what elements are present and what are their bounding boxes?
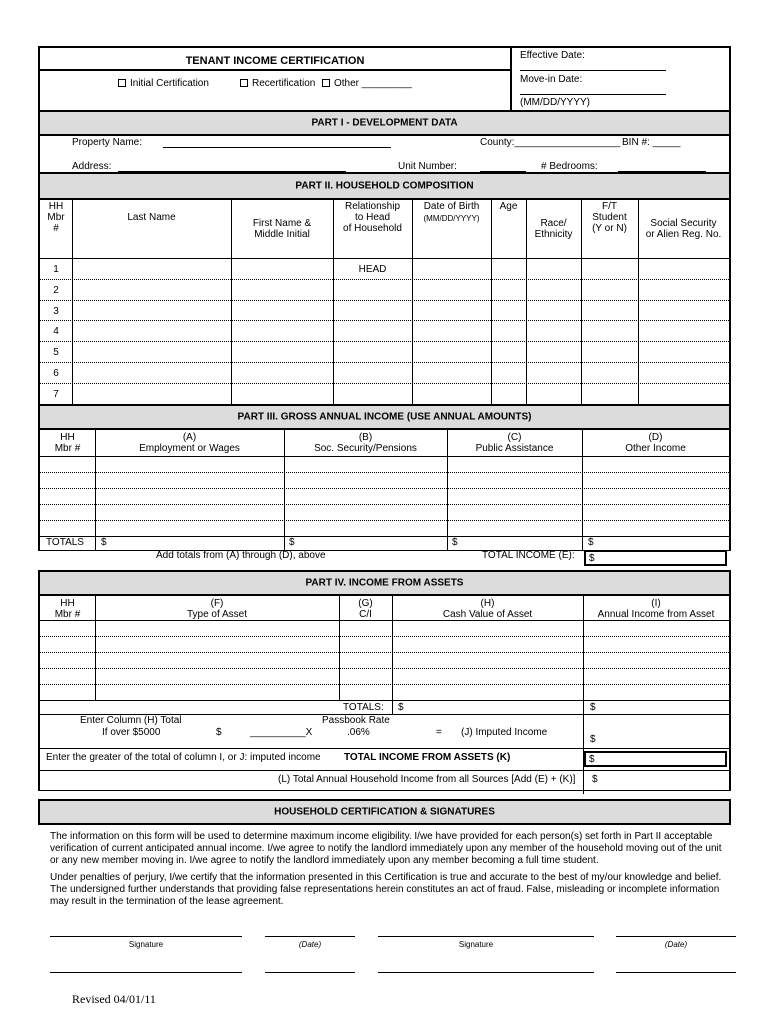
asset-row-cell[interactable] [95, 620, 339, 636]
household-row-cell[interactable] [491, 383, 526, 404]
part4-title: PART IV. INCOME FROM ASSETS [305, 577, 464, 589]
household-row-cell[interactable] [333, 300, 412, 321]
household-row-cell[interactable] [581, 279, 638, 300]
income-row-cell[interactable] [582, 504, 729, 520]
household-row-cell[interactable] [72, 258, 231, 279]
household-row-cell[interactable] [491, 362, 526, 383]
income-row-cell[interactable] [95, 488, 284, 504]
income-row-cell[interactable] [447, 472, 582, 488]
household-row-cell[interactable] [638, 362, 731, 383]
household-row-number: 2 [53, 284, 59, 296]
income-row-cell[interactable] [40, 520, 95, 536]
household-row-cell[interactable] [581, 258, 638, 279]
household-row-cell[interactable] [412, 383, 491, 404]
date-line-2[interactable] [616, 936, 736, 937]
total-assets-k-box[interactable] [584, 751, 727, 767]
household-row-number: 1 [53, 264, 59, 275]
household-row-cell[interactable] [526, 341, 581, 362]
income-row-cell[interactable] [447, 520, 582, 536]
p4-col-g: (G) C/I [358, 598, 373, 620]
asset-row-cell[interactable] [392, 652, 583, 668]
household-row-cell[interactable] [526, 320, 581, 341]
asset-row-cell[interactable] [95, 636, 339, 652]
income-row-cell[interactable] [40, 488, 95, 504]
household-row-cell[interactable] [638, 383, 731, 404]
total-household-label: (L) Total Annual Household Income from all Sources [Add (E) + (K)] [278, 774, 576, 785]
household-row-cell[interactable] [72, 383, 231, 404]
household-row-number: 5 [53, 347, 59, 359]
p3-row-rule [38, 536, 731, 537]
household-row-cell[interactable] [231, 320, 333, 341]
p3-col-c: (C) Public Assistance [475, 432, 554, 454]
household-row-cell[interactable] [231, 362, 333, 383]
address-label: Address: [72, 161, 112, 172]
household-row-cell[interactable] [526, 279, 581, 300]
asset-row-cell[interactable] [392, 620, 583, 636]
signature-line-3[interactable] [50, 972, 242, 973]
revised-date: Revised 04/01/11 [72, 992, 156, 1006]
p4-right-border [729, 596, 731, 790]
p4-l-bottom [38, 790, 731, 791]
p4-totals-rule [392, 700, 393, 714]
effective-date-label: Effective Date: [520, 50, 585, 61]
p4-col-hh: HH Mbr # [54, 598, 81, 620]
household-row-cell[interactable] [72, 362, 231, 383]
asset-row-cell[interactable] [95, 684, 339, 700]
household-row-cell[interactable] [72, 300, 231, 321]
household-row-cell[interactable] [581, 320, 638, 341]
p3-col-d: (D) Other Income [625, 432, 686, 454]
asset-row-cell[interactable] [40, 652, 95, 668]
household-row-cell[interactable] [638, 300, 731, 321]
equals-sign: = [436, 727, 442, 738]
asset-row-cell[interactable] [583, 636, 729, 652]
p3-col-hh: HH Mbr # [54, 432, 81, 454]
asset-row-cell[interactable] [95, 652, 339, 668]
asset-row-cell[interactable] [95, 668, 339, 684]
p4-col-f: (F) Type of Asset [186, 598, 248, 620]
household-row-cell[interactable] [72, 320, 231, 341]
asset-totals-label: TOTALS: [343, 702, 384, 713]
part2-title: PART II. HOUSEHOLD COMPOSITION [295, 180, 474, 192]
part1-border-left [38, 136, 40, 172]
p3-col-b: (B) Soc. Security/Pensions [314, 432, 417, 454]
household-row-cell[interactable] [491, 341, 526, 362]
total-assets-label: TOTAL INCOME FROM ASSETS (K) [344, 752, 511, 763]
enter-greater-text: Enter the greater of the total of column I, or J: imputed income [46, 752, 321, 763]
household-row-cell[interactable] [491, 258, 526, 279]
household-row-cell[interactable] [491, 320, 526, 341]
household-row-cell[interactable] [231, 258, 333, 279]
part1-header [38, 110, 731, 136]
total-c-dollar[interactable]: $ [452, 537, 458, 548]
asset-row-cell[interactable] [583, 684, 729, 700]
blank-times[interactable]: __________X [250, 727, 313, 738]
p3-right-border [729, 430, 731, 550]
household-row-cell[interactable] [412, 362, 491, 383]
part1-title: PART I - DEVELOPMENT DATA [311, 117, 458, 129]
p4-row-rule [38, 700, 731, 701]
property-name-label: Property Name: [72, 137, 143, 148]
date-caption-2: (Date) [664, 940, 688, 949]
certification-paragraph-2: Under penalties of perjury, I/we certify that the information presented in this Certification is true and accurate to the best of my/our knowledge and belief. The undersigned further understands that providing false representations herein constitutes an act of fraud. False, misleading or incomplete information may result in the termination of the lease agreement. [50, 872, 722, 907]
move-in-date-label: Move-in Date: [520, 74, 583, 85]
asset-row-cell[interactable] [392, 668, 583, 684]
signature-caption-1: Signature [128, 940, 164, 949]
household-row-cell[interactable] [526, 383, 581, 404]
income-row-cell[interactable] [40, 456, 95, 472]
asset-row-cell[interactable] [392, 684, 583, 700]
header-border-right [729, 46, 731, 110]
add-totals-note: Add totals from (A) through (D), above [156, 550, 326, 561]
header-divider [510, 46, 512, 110]
income-row-cell[interactable] [95, 520, 284, 536]
recertification-checkbox[interactable] [240, 79, 248, 87]
income-row-cell[interactable] [95, 472, 284, 488]
income-row-cell[interactable] [284, 504, 447, 520]
household-row-number: 3 [53, 305, 59, 317]
asset-row-cell[interactable] [40, 668, 95, 684]
household-row-cell[interactable] [526, 362, 581, 383]
initial-certification-checkbox[interactable] [118, 79, 126, 87]
col-hh-mbr: HH Mbr # [47, 201, 65, 234]
household-row-cell[interactable] [581, 341, 638, 362]
asset-row-cell[interactable] [339, 620, 392, 636]
total-assets-k-dollar: $ [589, 754, 595, 765]
part1-border-right [729, 136, 731, 172]
asset-total-h-dollar[interactable]: $ [398, 702, 404, 713]
income-row-cell[interactable] [582, 456, 729, 472]
date-line-4[interactable] [616, 972, 736, 973]
household-row-cell[interactable] [231, 300, 333, 321]
income-row-cell[interactable] [582, 488, 729, 504]
income-row-cell[interactable] [447, 504, 582, 520]
income-row-cell[interactable] [284, 488, 447, 504]
household-row-cell[interactable] [638, 341, 731, 362]
bedrooms-label: # Bedrooms: [541, 161, 598, 172]
date-line-3[interactable] [265, 972, 355, 973]
asset-total-i-dollar[interactable]: $ [590, 702, 596, 713]
household-row-cell[interactable] [333, 362, 412, 383]
household-row-cell[interactable] [412, 279, 491, 300]
effective-date-field[interactable] [520, 70, 666, 71]
passbook-rate-label: Passbook Rate [322, 715, 390, 726]
asset-row-cell[interactable] [583, 620, 729, 636]
certification-header [38, 799, 731, 825]
household-row-cell[interactable] [638, 258, 731, 279]
other-option[interactable]: Other _________ [322, 78, 412, 89]
income-row-cell[interactable] [95, 504, 284, 520]
asset-row-cell[interactable] [339, 636, 392, 652]
income-row-cell[interactable] [40, 472, 95, 488]
household-row-cell[interactable] [412, 300, 491, 321]
p3-col-a: (A) Employment or Wages [139, 432, 240, 454]
total-d-dollar[interactable]: $ [588, 537, 594, 548]
household-row-cell[interactable] [581, 383, 638, 404]
asset-row-cell[interactable] [40, 636, 95, 652]
date-caption-1: (Date) [298, 940, 322, 949]
other-checkbox[interactable] [322, 79, 330, 87]
passbook-rate-value: .06% [347, 727, 370, 738]
household-row-number: 6 [53, 368, 59, 379]
asset-row-cell[interactable] [339, 668, 392, 684]
p4-imputed-bottom [38, 748, 731, 749]
title-underline [38, 69, 511, 71]
household-row-cell[interactable] [412, 341, 491, 362]
over-dollar: $ [216, 727, 222, 738]
income-row-cell[interactable] [447, 488, 582, 504]
household-row-cell[interactable] [72, 279, 231, 300]
household-row-number: 7 [53, 388, 59, 400]
certification-paragraph-1: The information on this form will be used to determine maximum income eligibility. I/we have provided for each person(s) set forth in Part II acceptable verification of current anticipated annual income. I/we agree to notify the landlord immediately upon any member of the household moving out of the unit or any new member moving in. I/we agree to notify the landlord immediately upon any member becoming a full time student. [50, 831, 722, 866]
income-row-cell[interactable] [284, 472, 447, 488]
col-ft-student: F/T Student (Y or N) [592, 201, 627, 234]
col-dob-format: (MM/DD/YYYY) [423, 214, 480, 223]
part3-header [38, 404, 731, 430]
total-b-dollar[interactable]: $ [289, 537, 295, 548]
income-row-cell[interactable] [95, 456, 284, 472]
income-row-cell[interactable] [582, 472, 729, 488]
part2-header [38, 172, 731, 200]
household-row-cell[interactable] [526, 300, 581, 321]
signature-line-2[interactable] [378, 936, 594, 937]
asset-row-cell[interactable] [339, 652, 392, 668]
p4-col-h: (H) Cash Value of Asset [442, 598, 533, 620]
household-row-cell[interactable] [333, 341, 412, 362]
col-last-name: Last Name [127, 212, 176, 223]
asset-row-cell[interactable] [40, 684, 95, 700]
property-name-field[interactable] [163, 147, 391, 148]
total-household-l-dollar[interactable]: $ [592, 774, 598, 785]
asset-row-cell[interactable] [392, 636, 583, 652]
household-row-cell[interactable] [231, 341, 333, 362]
asset-row-cell[interactable] [40, 620, 95, 636]
col-date-of-birth: Date of Birth [423, 201, 480, 212]
totals-label: TOTALS [46, 537, 84, 548]
household-row-cell[interactable] [333, 383, 412, 404]
household-row-cell[interactable] [333, 320, 412, 341]
total-income-e-label: TOTAL INCOME (E): [482, 550, 575, 561]
col-first-name: First Name & Middle Initial [252, 218, 312, 240]
income-row-cell[interactable] [284, 520, 447, 536]
certification-title: HOUSEHOLD CERTIFICATION & SIGNATURES [274, 806, 495, 818]
recertification-option[interactable]: Recertification [240, 78, 315, 89]
move-in-date-field[interactable] [520, 94, 666, 95]
household-row-cell[interactable] [581, 362, 638, 383]
form-title: TENANT INCOME CERTIFICATION [185, 55, 365, 67]
asset-row-cell[interactable] [583, 652, 729, 668]
household-row-cell[interactable] [491, 300, 526, 321]
p4-k-bottom [38, 770, 731, 771]
household-row-number: 4 [53, 326, 59, 338]
initial-certification-option[interactable]: Initial Certification [118, 78, 209, 89]
part4-header [38, 570, 731, 596]
household-row-cell[interactable] [526, 258, 581, 279]
if-over-text: If over $5000 [102, 727, 161, 738]
household-row-cell[interactable] [231, 383, 333, 404]
county-label: County:___________________ [480, 137, 621, 148]
col-age: Age [499, 201, 518, 212]
head-label: HEAD [358, 264, 387, 275]
household-row-cell[interactable] [638, 279, 731, 300]
income-row-cell[interactable] [284, 456, 447, 472]
household-row-cell[interactable] [231, 279, 333, 300]
household-row-cell[interactable] [581, 300, 638, 321]
income-row-cell[interactable] [447, 456, 582, 472]
household-row-cell[interactable] [412, 320, 491, 341]
part3-title: PART III. GROSS ANNUAL INCOME (USE ANNUAL AMOUNTS) [237, 411, 532, 423]
asset-row-cell[interactable] [339, 684, 392, 700]
income-row-cell[interactable] [40, 504, 95, 520]
household-row-cell[interactable] [72, 341, 231, 362]
total-income-e-dollar: $ [589, 553, 595, 564]
signature-line-1[interactable] [50, 936, 242, 937]
asset-row-cell[interactable] [583, 668, 729, 684]
header-border-top [38, 46, 731, 48]
signature-line-4[interactable] [378, 972, 594, 973]
income-row-cell[interactable] [582, 520, 729, 536]
imputed-income-label: (J) Imputed Income [461, 727, 548, 738]
total-a-dollar[interactable]: $ [101, 537, 107, 548]
household-row-cell[interactable] [491, 279, 526, 300]
imputed-income-dollar[interactable]: $ [590, 734, 596, 745]
household-row-cell[interactable] [412, 258, 491, 279]
date-line-1[interactable] [265, 936, 355, 937]
p4-col-i: (I) Annual Income from Asset [597, 598, 715, 620]
col-race: Race/ Ethnicity [534, 218, 573, 240]
bin-label: BIN #: _____ [622, 137, 681, 148]
household-row-cell[interactable] [333, 279, 412, 300]
col-relationship: Relationship to Head of Household [343, 201, 402, 234]
total-income-e-box[interactable] [584, 550, 727, 566]
enter-col-h-text: Enter Column (H) Total [80, 715, 182, 726]
col-ssn: Social Security or Alien Reg. No. [645, 218, 722, 240]
household-row-cell[interactable] [638, 320, 731, 341]
date-format-hint: (MM/DD/YYYY) [520, 97, 590, 108]
signature-caption-2: Signature [458, 940, 494, 949]
unit-number-label: Unit Number: [398, 161, 457, 172]
